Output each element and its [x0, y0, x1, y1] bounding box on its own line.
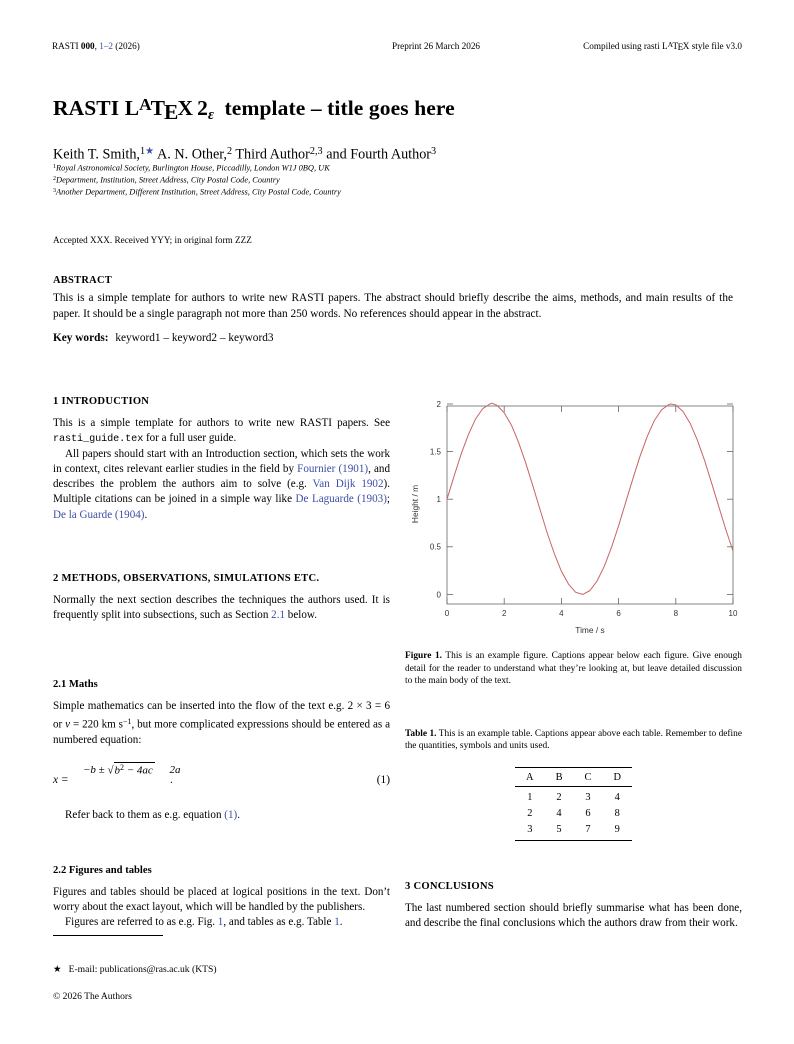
citation-fournier-1901[interactable]: Fournier (1901) — [297, 463, 369, 476]
eq-num-pre: −b ± — [83, 764, 105, 777]
title-latex-x: X — [177, 96, 194, 120]
maths-p2-a: Refer back to them as e.g. equation — [65, 808, 225, 821]
author-4-affil-marker: 3 — [431, 146, 437, 157]
subsection-heading-figures-tables: 2.2 Figures and tables — [53, 864, 152, 876]
figtab-p2-c: . — [339, 915, 343, 928]
author-3-affil-marker: 2,3 — [309, 146, 323, 157]
table-bottom-rule — [515, 840, 632, 841]
section-heading-conclusions: 3 CONCLUSIONS — [405, 880, 494, 892]
intro-p1-b: for a full user guide. — [143, 432, 237, 445]
eq-sqrt-b: b — [114, 764, 121, 777]
section-heading-methods: 2 METHODS, OBSERVATIONS, SIMULATIONS ETC. — [53, 572, 320, 584]
latex-t: T — [672, 41, 679, 51]
title-latex-t: T — [150, 96, 166, 120]
conclusions-paragraph-1: The last numbered section should briefly summarise what has been done, and describe the final conclusions which the authors draw from their work. — [405, 901, 742, 930]
affiliation-2-marker: 2 — [53, 176, 57, 183]
eq-sqrt-sup: 2 — [120, 762, 124, 772]
affiliation-3-text: Another Department, Different Institution, Street Address, City Postal Code, Country — [56, 187, 341, 197]
cell: 8 — [614, 807, 620, 819]
author-2: A. N. Other, — [157, 146, 227, 163]
cell: 1 — [527, 791, 533, 803]
figure-label: Figure 1. — [405, 651, 442, 661]
figure-caption — [405, 650, 742, 688]
journal-year: (2026) — [115, 41, 140, 51]
maths-p1-b: = 220 km s — [70, 718, 123, 731]
equation-number: (1) — [376, 773, 390, 786]
sqrt-icon: $√b^2 - 4ac$ — [107, 762, 153, 777]
copyright-line: © 2026 The Authors — [53, 991, 132, 1002]
methods-paragraph-1 — [53, 593, 390, 623]
affiliation-3-marker: 3 — [53, 188, 57, 195]
spacer-3 — [53, 623, 390, 679]
footnote — [53, 963, 393, 976]
table-row — [515, 786, 632, 805]
chart-height-vs-time — [405, 396, 742, 638]
figtab-p2-a: Figures are referred to as e.g. Fig. — [65, 915, 218, 928]
svg-text:1: 1 — [436, 495, 441, 505]
left-column — [53, 396, 390, 930]
methods-p1-b: below. — [285, 608, 317, 621]
maths-paragraph-1 — [53, 699, 390, 748]
svg-text:2: 2 — [436, 399, 441, 409]
preprint-date: Preprint 26 March 2026 — [392, 41, 481, 51]
footnote-star-icon: ★ — [53, 964, 62, 975]
svg-text:10: 10 — [728, 609, 738, 618]
svg-text:1.5: 1.5 — [429, 447, 441, 457]
citation-van-dijk-1902[interactable]: Van Dijk 1902 — [312, 478, 384, 491]
y-tick-labels — [430, 400, 442, 599]
column-header-b: B — [555, 771, 563, 783]
compiled-note — [583, 40, 742, 53]
figure-1 — [405, 396, 742, 688]
author-list — [53, 143, 753, 163]
journal-name: RASTI — [52, 41, 79, 51]
latex-a: A — [667, 39, 673, 49]
title-rest: template – title goes here — [224, 96, 455, 120]
author-1: Keith T. Smith, — [53, 146, 140, 163]
latex-x: X style file v3.0 — [682, 41, 742, 51]
table-foot — [515, 840, 632, 841]
svg-text:8: 8 — [673, 609, 679, 618]
column-header-d: D — [613, 771, 621, 783]
title-latex-e: E — [164, 99, 179, 124]
abstract-heading: ABSTRACT — [53, 275, 112, 286]
svg-text:0: 0 — [436, 590, 441, 600]
table-1 — [405, 728, 742, 841]
subsection-heading-maths: 2.1 Maths — [53, 678, 98, 690]
cell: 7 — [585, 823, 591, 835]
author-3: Third Author — [235, 146, 310, 163]
corresponding-author-marker: ★ — [145, 146, 155, 157]
running-head-left — [52, 40, 140, 52]
footnote-text: E-mail: publications@ras.ac.uk (KTS) — [68, 964, 217, 975]
ref-figure-1[interactable]: 1 — [217, 915, 224, 928]
title-latex-a: A — [139, 95, 151, 115]
title-epsilon: ε — [207, 106, 215, 123]
keywords-label: Key words: — [53, 332, 109, 344]
table-row — [515, 821, 632, 840]
latex-e: E — [677, 42, 684, 53]
table-caption — [405, 728, 742, 753]
table-body — [515, 786, 632, 840]
author-1-affil-marker: 1 — [139, 146, 146, 157]
svg-text:6: 6 — [616, 609, 621, 618]
figtab-paragraph-2 — [53, 915, 390, 930]
spacer-4 — [53, 823, 390, 865]
maths-p2-b: . — [237, 808, 240, 821]
equation-period: . — [170, 773, 173, 786]
abstract-body: This is a simple template for authors to write new RASTI papers. The abstract should briefly describe the aims, methods, and main results of the paper. It should be a single paragraph not more than 250 words. No references should appear in the abstract. — [53, 292, 733, 321]
page-title — [53, 95, 743, 124]
title-two: 2 — [197, 96, 208, 120]
title-part-1: RASTI L — [53, 96, 140, 120]
table-bottom-rule-row — [515, 840, 632, 841]
spacer-5 — [405, 688, 742, 728]
ref-section-2-1[interactable]: 2.1 — [271, 608, 286, 621]
intro-paragraph-2 — [53, 447, 390, 522]
table-header-row — [515, 767, 632, 786]
affiliations — [53, 162, 753, 198]
svg-text:0: 0 — [444, 609, 450, 618]
intro-paragraph-1 — [53, 416, 390, 447]
cell: 6 — [585, 807, 591, 819]
affiliation-1-marker: 1 — [53, 164, 57, 170]
page-range: 1–2 — [99, 41, 113, 51]
compiled-text: Compiled using rasti L — [583, 41, 668, 51]
keywords-value: keyword1 – keyword2 – keyword3 — [115, 332, 274, 344]
table-head — [515, 767, 632, 786]
equation-radicand — [114, 762, 155, 776]
equation-denominator: 2a — [169, 764, 181, 777]
spacer-1 — [53, 523, 390, 549]
intro-p2-a: All papers should start with an Introduction section, which sets the work in context, cites relevant earlier studies in the field by — [53, 448, 390, 476]
table-row — [515, 805, 632, 821]
maths-paragraph-2 — [53, 808, 390, 823]
maths-exponent: −1 — [122, 716, 132, 726]
intro-p2-e: . — [144, 508, 148, 521]
affiliation-1 — [53, 162, 753, 174]
x-axis-label: Time / s — [575, 625, 605, 635]
spacer-6 — [405, 841, 742, 881]
ref-table-1[interactable]: 1 — [334, 915, 340, 928]
y-axis-label: Height / m — [410, 484, 420, 524]
cell: 4 — [556, 807, 562, 819]
figtab-paragraph-1: Figures and tables should be placed at logical positions in the text. Don’t worry about the exact layout, which will be handled by the publishers. — [53, 885, 390, 913]
affiliation-3 — [53, 186, 753, 198]
x-tick-labels — [445, 609, 738, 618]
affiliation-1-text: Royal Astronomical Society, Burlington House, Piccadilly, London W1J 0BQ, UK — [56, 163, 330, 173]
table-caption-text: This is an example table. Captions appear above each table. Remember to define the quantities, symbols and units used. — [405, 728, 742, 752]
equation-lhs: x = — [53, 773, 69, 786]
keywords-line — [53, 330, 733, 346]
svg-text:4: 4 — [559, 609, 564, 618]
section-heading-introduction: 1 INTRODUCTION — [53, 396, 150, 407]
svg-text:2: 2 — [501, 609, 507, 618]
citation-de-la-guarde-1904[interactable]: De la Guarde (1904) — [53, 508, 145, 521]
footnote-rule — [53, 935, 163, 936]
cell: 3 — [527, 823, 533, 835]
author-4: and Fourth Author — [326, 146, 432, 163]
citation-de-laguarde-1903[interactable]: De Laguarde (1903) — [295, 493, 387, 506]
figure-caption-text: This is an example figure. Captions appear below each figure. Give enough detail for the reader to understand what they’re looking at, but leave detailed discussion to the main body of the text. — [405, 651, 742, 687]
column-header-c: C — [584, 771, 592, 783]
author-2-affil-marker: 2 — [226, 146, 233, 157]
cell: 2 — [556, 791, 562, 803]
accepted-line: Accepted XXX. Received YYY; in original form ZZZ — [53, 235, 252, 245]
maths-var-v: v — [65, 718, 71, 731]
equation-1 — [53, 762, 390, 802]
cell: 3 — [585, 791, 591, 803]
intro-p2-d: ; — [386, 493, 390, 506]
svg-text:0.5: 0.5 — [429, 542, 441, 552]
methods-p1-a: Normally the next section describes the techniques the authors used. It is frequently split into subsections, such as Section — [53, 593, 390, 621]
intro-p1-a: This is a simple template for authors to write new RASTI papers. See — [53, 417, 390, 429]
maths-p1-a: Simple mathematics can be inserted into the flow of the text e.g. 2 × 3 = 6 or — [53, 699, 390, 731]
figtab-p2-b: , and tables as e.g. Table — [223, 915, 335, 928]
affiliation-2-text: Department, Institution, Street Address, City Postal Code, Country — [56, 175, 280, 185]
cell: 2 — [527, 807, 533, 819]
maths-p1-c: , but more complicated expressions should be entered as a numbered equation: — [53, 718, 391, 746]
data-table — [515, 767, 632, 841]
plot-frame — [447, 406, 733, 604]
affiliation-2 — [53, 174, 753, 186]
equation-numerator — [79, 764, 162, 777]
intro-p2-b: , and describes the problem the authors aim to solve (e.g. — [53, 463, 390, 491]
intro-p2-c: ). Multiple citations can be joined in a simple way like — [53, 478, 390, 506]
chart-svg — [405, 396, 742, 638]
cell: 4 — [614, 791, 620, 803]
cell: 5 — [556, 823, 562, 835]
table-container — [405, 767, 742, 841]
column-header-a: A — [526, 771, 534, 783]
spacer-2 — [53, 549, 390, 573]
table-label: Table 1. — [405, 728, 437, 739]
ref-equation-1[interactable]: (1) — [224, 808, 238, 821]
cell: 9 — [614, 823, 620, 835]
right-column — [405, 396, 742, 931]
journal-volume: 000 — [80, 41, 95, 51]
equation-fraction — [79, 762, 185, 776]
eq-sqrt-rest: − 4ac — [126, 764, 153, 777]
comma-sep: , — [94, 41, 97, 51]
code-rasti-guide: rasti_guide.tex — [53, 434, 144, 446]
